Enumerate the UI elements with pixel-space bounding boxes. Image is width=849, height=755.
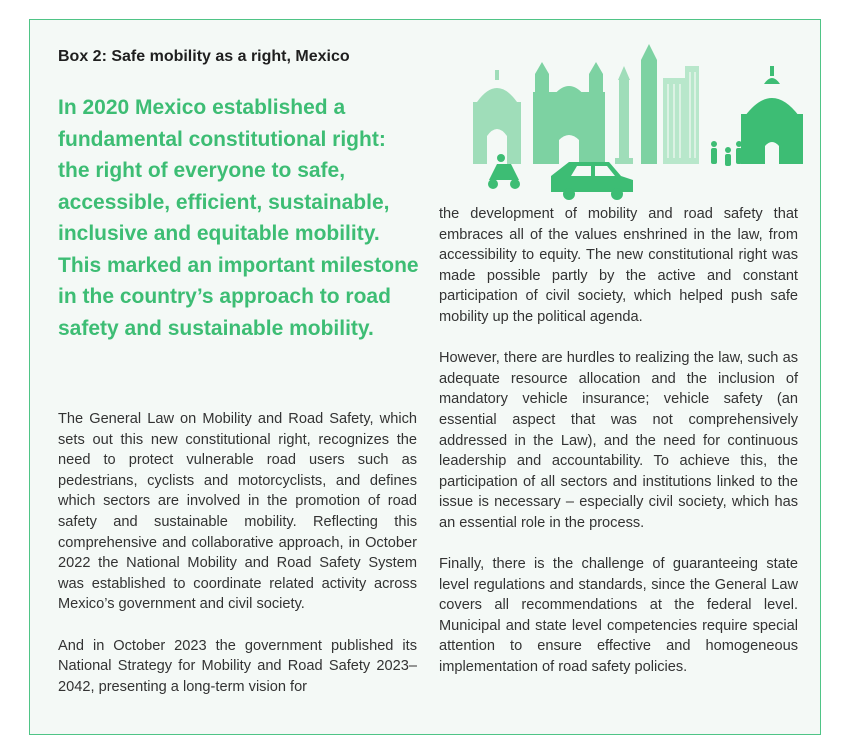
left-column (58, 409, 417, 718)
lead-statement: In 2020 Mexico established a fundamental constitutional right: the right of everyone to safe, accessible, efficient, sustainable, inclusive and equitable mobility. This marked an important milestone in the country’s approach to road safety and sustainable mobility. (58, 96, 419, 340)
info-box (29, 19, 821, 735)
right-column (439, 204, 798, 698)
paragraph: However, there are hurdles to realizing the law, such as adequate resource allocation and the inclusion of mandatory vehicle insurance; vehicle safety (an essential aspect that was not comprehensively addressed in the Law), and the need for continuous leadership and accountability. To achieve this, the participation of all sectors and institutions linked to the issue is necessary – especially civil society, which has an essential role in the process. (439, 350, 798, 531)
mexico-city-skyline-icon (471, 40, 811, 200)
paragraph: Finally, there is the challenge of guaranteeing state level regulations and standards, since the General Law covers all recommendations at the federal level. Municipal and state level competencies require special attention to ensure effective and homogeneous implementation of road safety policies. (439, 556, 798, 676)
paragraph: the development of mobility and road safety that embraces all of the values enshrined in the law, from accessibility to equity. The new constitutional right was made possible partly by the active and constant participation of civil society, which helped push safe mobility up the political agenda. (439, 206, 798, 325)
paragraph: And in October 2023 the government published its National Strategy for Mobility and Road Safety 2023–2042, presenting a long-term vision for (58, 637, 417, 695)
paragraph: The General Law on Mobility and Road Safety, which sets out this new constitutional right, recognizes the need to protect vulnerable road users such as pedestrians, cyclists and motorcyclists, and defines which sectors are involved in the promotion of road safety and sustainable mobility. Reflecting this comprehensive and collaborative approach, in October 2022 the National Mobility and Road Safety System was established to coordinate related activity across Mexico’s government and civil society. (58, 411, 417, 613)
box-title: Box 2: Safe mobility as a right, Mexico (58, 48, 350, 65)
